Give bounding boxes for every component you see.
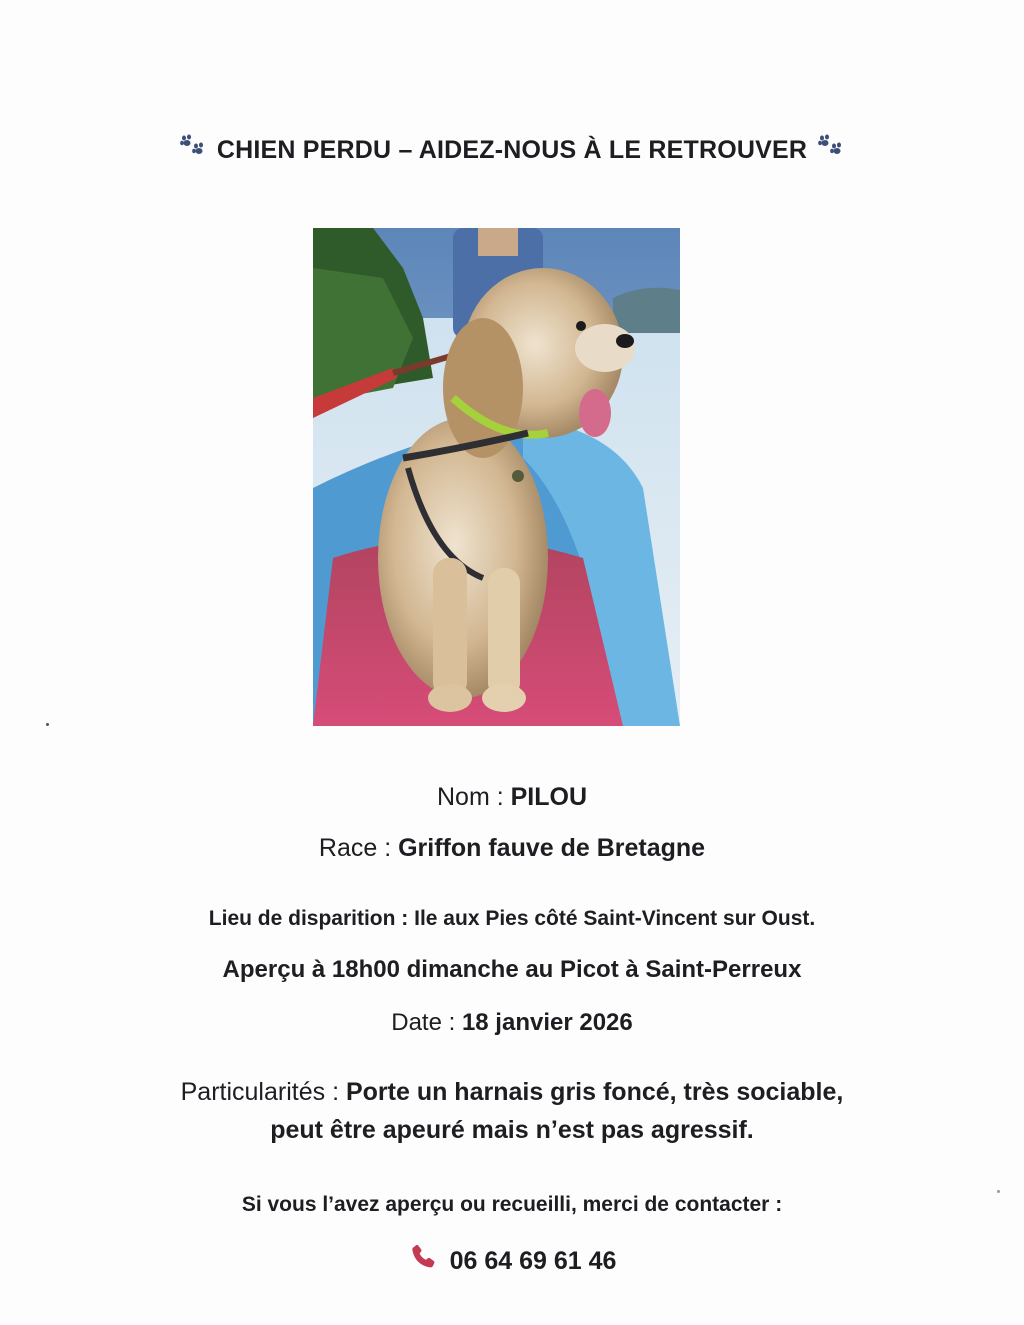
features-line-1 xyxy=(0,1078,1024,1107)
features-label: Particularités : xyxy=(180,1078,346,1106)
date-line xyxy=(0,1009,1024,1037)
dog-name-line xyxy=(0,783,1024,812)
name-value: PILOU xyxy=(510,783,588,811)
breed-line xyxy=(0,834,1024,863)
disappearance-location: Lieu de disparition : Ile aux Pies côté Saint-Vincent sur Oust. xyxy=(208,907,816,930)
flyer-heading xyxy=(0,136,1024,166)
features-line-2: peut être apeuré mais n’est pas agressif. xyxy=(270,1116,754,1144)
scan-speck xyxy=(997,1190,1000,1193)
phone-icon xyxy=(408,1242,438,1279)
phone-line xyxy=(0,1244,1024,1281)
last-sighting: Aperçu à 18h00 dimanche au Picot à Saint-Perreux xyxy=(222,956,802,983)
dog-photo xyxy=(313,228,680,726)
paw-prints-icon xyxy=(179,134,207,163)
breed-label: Race : xyxy=(318,834,399,862)
name-label: Nom : xyxy=(436,783,511,811)
breed-value: Griffon fauve de Bretagne xyxy=(398,834,706,862)
heading-text: CHIEN PERDU – AIDEZ-NOUS À LE RETROUVER xyxy=(216,136,808,164)
phone-number: 06 64 69 61 46 xyxy=(449,1247,617,1276)
features-value-1: Porte un harnais gris foncé, très sociable, xyxy=(345,1078,844,1106)
date-value: 18 janvier 2026 xyxy=(461,1009,633,1036)
date-label: Date : xyxy=(391,1009,462,1036)
paw-prints-icon xyxy=(817,134,845,163)
contact-request: Si vous l’avez aperçu ou recueilli, merci de contacter : xyxy=(241,1193,783,1216)
scan-speck xyxy=(46,723,49,726)
